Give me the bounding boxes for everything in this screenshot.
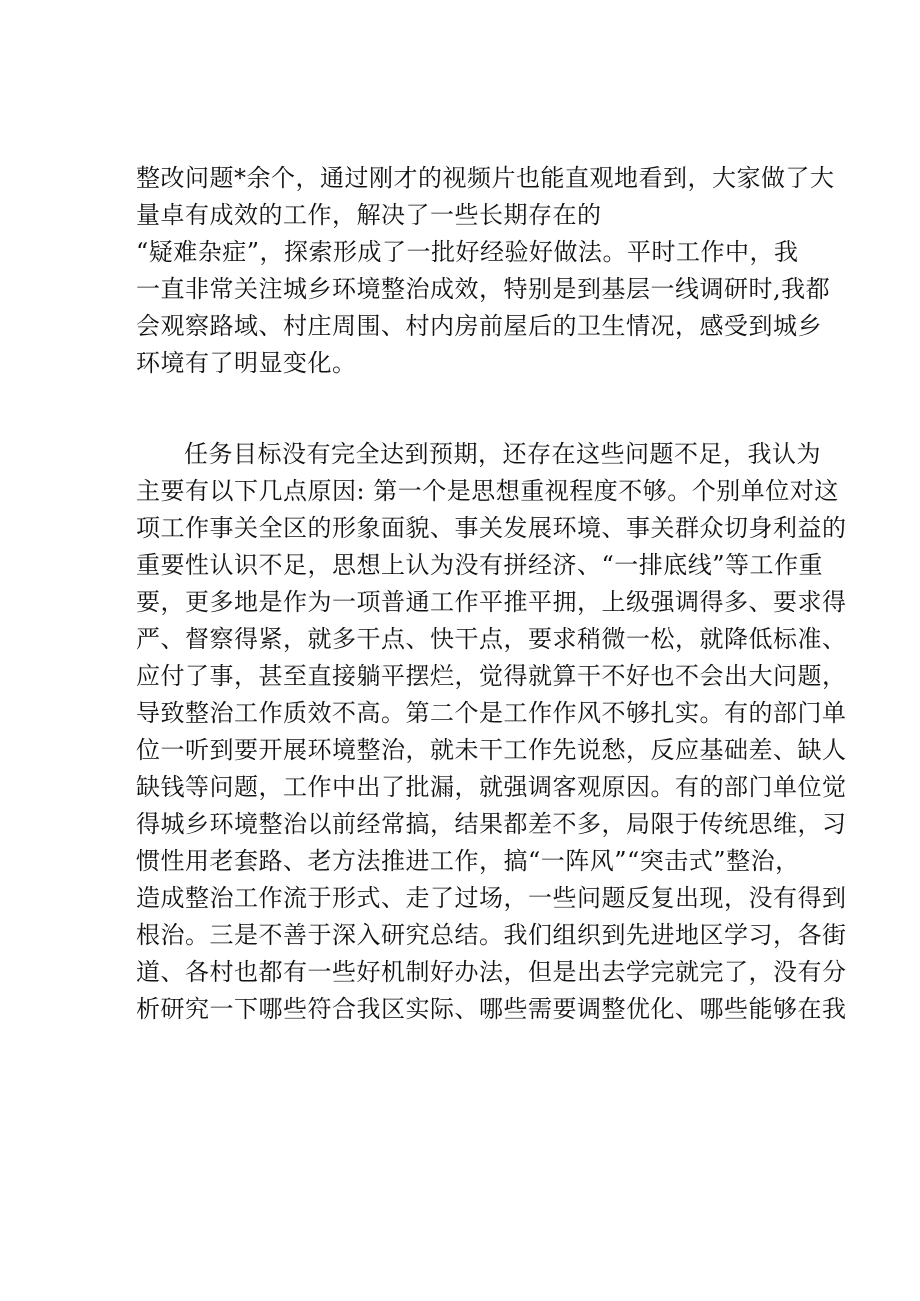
paragraph-line: 道、各村也都有一些好机制好办法，但是出去学完就完了，没有分 [136,958,847,986]
paragraph-line: 得城乡环境整治以前经常搞，结果都差不多，局限于传统思维，习 [136,810,847,838]
paragraph-1 [136,160,835,382]
paragraph-line: 会观察路域、村庄周围、村内房前屋后的卫生情况，感受到城乡 [136,312,822,340]
paragraph-line: 缺钱等问题，工作中出了批漏，就强调客观原因。有的部门单位觉 [136,773,847,801]
paragraph-line: 应付了事，甚至直接躺平摆烂，觉得就算干不好也不会出大问题， [136,662,847,690]
paragraph-line: 量卓有成效的工作，解决了一些长期存在的 [136,201,602,229]
paragraph-line: 一直非常关注城乡环境整治成效，特别是到基层一线调研时,我都 [136,275,831,303]
paragraph-line: 严、督察得紧，就多干点、快干点，要求稍微一松，就降低标准、 [136,625,847,653]
paragraph-line: 导致整治工作质效不高。第二个是工作作风不够扎实。有的部门单 [136,699,847,727]
paragraph-line: 要，更多地是作为一项普通工作平推平拥，上级强调得多、要求得 [136,588,847,616]
paragraph-line: 项工作事关全区的形象面貌、事关发展环境、事关群众切身利益的 [136,514,847,542]
paragraph-line: 整改问题*余个，通过刚才的视频片也能直观地看到，大家做了大 [136,164,835,192]
paragraph-line: 惯性用老套路、老方法推进工作，搞“一阵风”“突击式”整治， [136,847,800,875]
paragraph-line: 根治。三是不善于深入研究总结。我们组织到先进地区学习，各街 [136,921,847,949]
paragraph-line: 位一听到要开展环境整治，就未干工作先说愁，反应基础差、缺人 [136,736,847,764]
paragraph-line: 析研究一下哪些符合我区实际、哪些需要调整优化、哪些能够在我 [136,995,847,1023]
paragraph-2 [136,436,847,1028]
paragraph-line: 主要有以下几点原因: 第一个是思想重视程度不够。个别单位对这 [136,477,839,505]
paragraph-line: “疑难杂症”，探索形成了一批好经验好做法。平时工作中，我 [136,238,799,266]
paragraph-line: 任务目标没有完全达到预期，还存在这些问题不足，我认为 [184,440,821,468]
paragraph-line: 造成整治工作流于形式、走了过场，一些问题反复出现，没有得到 [136,884,847,912]
paragraph-line: 环境有了明显变化。 [136,349,357,377]
paragraph-line: 重要性认识不足，思想上认为没有拼经济、“一排底线”等工作重 [136,551,824,579]
